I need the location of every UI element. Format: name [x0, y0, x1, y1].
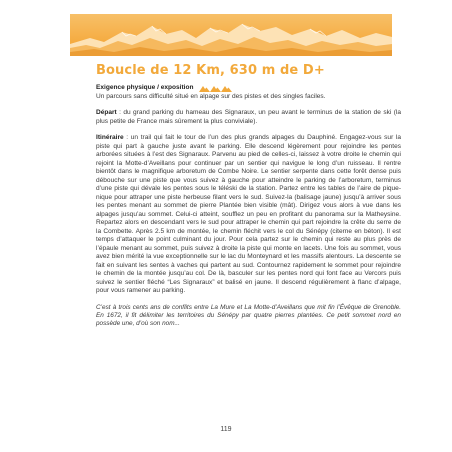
difficulty-label: Exigence physique / exposition	[96, 84, 194, 91]
difficulty-row	[96, 84, 401, 93]
itineraire-paragraph	[96, 134, 401, 296]
route-description	[96, 84, 401, 329]
difficulty-rating	[199, 85, 232, 92]
page-title: Boucle de 12 Km, 630 m de D+	[96, 63, 325, 78]
depart-label: Départ	[96, 109, 117, 116]
itineraire-label: Itinéraire	[96, 134, 124, 141]
mountain-landscape-image	[70, 14, 392, 56]
depart-paragraph	[96, 109, 401, 126]
page-number: 119	[220, 426, 232, 433]
mountain-icon	[221, 85, 232, 92]
header-banner-illustration	[70, 14, 392, 56]
difficulty-description: Un parcours sans difficulté situé en alpage sur des pistes et des singles faciles.	[96, 92, 326, 100]
history-note: C’est à trois cents ans de conflits entre La Mure et La Motte-d’Aveillans que mit fin l’Évêque de Grenoble. En 1672, il fit délimiter les territoires du Sénépy par quatre pierres plantées. Ce petit sommet nord en possède une, d’où son nom...	[96, 303, 401, 328]
mountain-icon	[210, 85, 221, 92]
depart-text: : du grand parking du hameau des Signaraux, un peu avant le terminus de la station de ski (la plus petite de France mais sûrement la plus conviviale).	[96, 109, 401, 125]
itineraire-text: : un trail qui fait le tour de l’un des plus grands alpages du Dauphiné. Engagez-vous sur la piste qui part à gauche juste avant le parking. Elle descend légèrement pour rejoindre les pentes arborées situées à l’est des Signaraux. Parvenu au pied de celles-ci, laissez à votre droite le chemin qui rejoint la Motte-d’Aveillans pour continuer par un sentier qui navigue le long d’un ruisseau. Il rentre bientôt dans le magnifique arboretum de Combe Noire. Le sentier serpente dans cette forêt dense puis débouche sur une piste que vous suivez à gauche pour atteindre le parking de l’arboretum, terminus d’une piste qui dévale les pentes sous le téléski de la station. Partez entre les tables de l’aire de pique-nique pour attraper une piste herbeuse filant vers le sud. Suivez-la (balisage jaune) jusqu’à arriver sous les pentes menant au sommet de pierre Plantée bien visible (mât). Dirigez vous alors à vue dans les alpages jusqu’au sommet. Celui-ci atteint, soufflez un peu en profitant du panorama sur la Matheysine. Repartez alors en descendant vers le sud pour attraper le chemin qui part rejoindre la crête du serre de la Combette. Après 2.5 km de montée, le chemin fléchit vers le col du Sénépy (citerne en béton). Il est temps d’attaquer le point culminant du jour. Pour cela partez sur le chemin qui reste au plus près de l’épaule menant au sommet, puis suivez à droite la piste qui monte en lacets. Une fois au sommet, vous avez bien mérité la vue exceptionnelle sur le lac du Monteynard et les massifs alentours. La descente se fait en suivant les sentes à vaches qui partent au sud. Contournez rapidement le sommet pour rejoindre le chemin de la montée jusqu’au col. De là, basculer sur les pentes nord qui font face au Vercors puis suivez le sentier fléché “Les Signaraux” et balisé en jaune. Il descend régulièrement à flanc d’alpage, pour vous ramener au parking.	[96, 134, 401, 294]
mountain-icon	[199, 85, 210, 92]
